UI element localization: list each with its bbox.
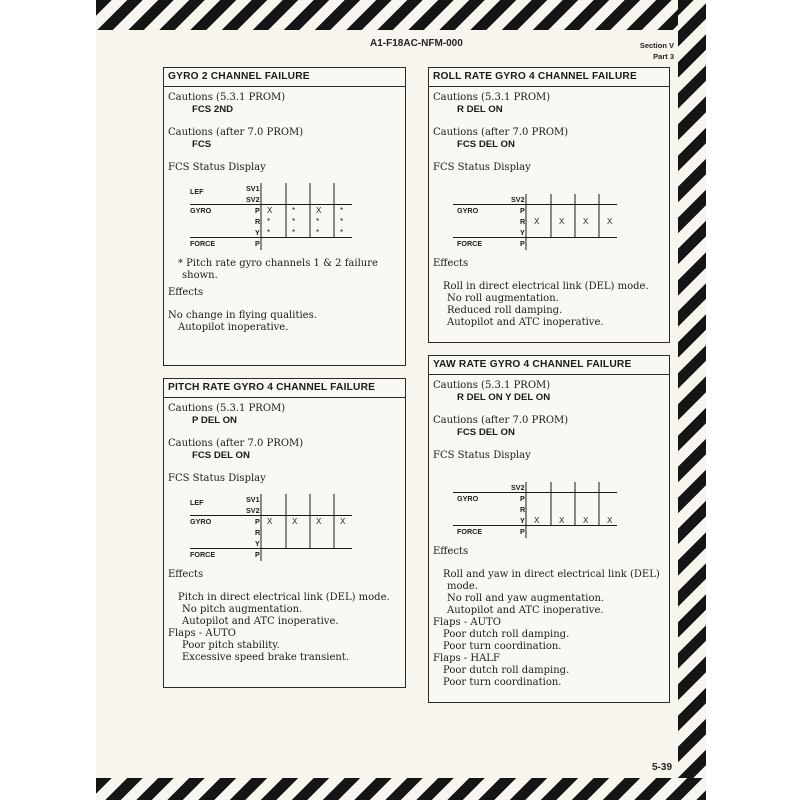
- roll-rate-gyro-4-channel-failure-box: [428, 67, 670, 343]
- grid-mark: X: [534, 217, 540, 226]
- grid-mark: X: [607, 217, 613, 226]
- cautions-531-code: R DEL ON Y DEL ON: [457, 392, 551, 403]
- fcs-status-label: FCS Status Display: [433, 450, 531, 461]
- grid-mark: X: [607, 516, 613, 525]
- box-title: YAW RATE GYRO 4 CHANNEL FAILURE: [429, 356, 669, 375]
- part-name: Part 3: [653, 52, 674, 61]
- effects-line: Autopilot and ATC inoperative.: [447, 317, 604, 328]
- row-label-force-p: P: [520, 527, 525, 536]
- grid-mark: X: [583, 217, 589, 226]
- grid-mark: X: [316, 206, 322, 215]
- page-margin-right: [706, 0, 800, 800]
- cautions-70-label: Cautions (after 7.0 PROM): [433, 415, 569, 426]
- cautions-531-label: Cautions (5.3.1 PROM): [433, 92, 551, 103]
- yaw-rate-gyro-4-channel-failure-box: [428, 355, 670, 703]
- flaps-line: Poor pitch stability.: [182, 640, 280, 651]
- row-label-y: Y: [520, 228, 525, 237]
- grid-mark: X: [583, 516, 589, 525]
- grid-mark: *: [267, 228, 271, 237]
- page-margin-left: [0, 0, 96, 800]
- page-number: 5-39: [651, 762, 672, 773]
- hazard-stripe-top: [96, 0, 706, 30]
- flaps-auto-label: Flaps - AUTO: [433, 617, 501, 628]
- flaps-line: Excessive speed brake transient.: [182, 652, 350, 663]
- row-label-y: Y: [255, 539, 260, 548]
- effects-line: Pitch in direct electrical link (DEL) mode.: [178, 592, 390, 603]
- effects-label: Effects: [433, 546, 469, 557]
- effects-line: mode.: [447, 581, 479, 592]
- grid-mark: X: [534, 516, 540, 525]
- box-title: ROLL RATE GYRO 4 CHANNEL FAILURE: [429, 68, 669, 87]
- row-label-p: P: [520, 494, 525, 503]
- effects-line: Roll and yaw in direct electrical link (DEL): [443, 569, 660, 580]
- row-label-force: FORCE: [190, 550, 216, 559]
- row-label-p: P: [255, 206, 260, 215]
- effects-line: Autopilot and ATC inoperative.: [182, 616, 339, 627]
- fcs-status-label: FCS Status Display: [168, 162, 266, 173]
- row-label-y: Y: [255, 228, 260, 237]
- row-label-sv2: SV2: [511, 483, 525, 492]
- fcs-status-grid: [445, 180, 645, 254]
- grid-mark: *: [316, 217, 320, 226]
- grid-mark: *: [340, 228, 344, 237]
- cautions-531-code: FCS 2ND: [192, 104, 234, 115]
- row-label-gyro: GYRO: [457, 206, 479, 215]
- fcs-status-grid: [180, 180, 380, 254]
- row-label-lef: LEF: [190, 187, 204, 196]
- grid-mark: X: [559, 516, 565, 525]
- row-label-r: R: [255, 217, 261, 226]
- fcs-status-grid: [445, 468, 645, 542]
- grid-mark: *: [340, 206, 344, 215]
- row-label-force-p: P: [255, 239, 260, 248]
- flaps-half-line: Poor turn coordination.: [443, 677, 562, 688]
- row-label-force-p: P: [520, 239, 525, 248]
- gyro-2-channel-failure-box: [163, 67, 406, 366]
- row-label-force-p: P: [255, 550, 260, 559]
- cautions-531-label: Cautions (5.3.1 PROM): [168, 92, 286, 103]
- cautions-70-code: FCS DEL ON: [192, 450, 250, 461]
- grid-mark: X: [292, 517, 298, 526]
- effects-line: Roll in direct electrical link (DEL) mode.: [443, 281, 649, 292]
- pitch-rate-gyro-4-channel-failure-box: [163, 378, 406, 688]
- row-label-sv2: SV2: [511, 195, 525, 204]
- flaps-half-line: Poor dutch roll damping.: [443, 665, 570, 676]
- effects-line: Reduced roll damping.: [447, 305, 563, 316]
- flaps-auto-line: Poor turn coordination.: [443, 641, 562, 652]
- cautions-531-label: Cautions (5.3.1 PROM): [168, 403, 286, 414]
- row-label-y: Y: [520, 516, 525, 525]
- grid-mark: X: [267, 517, 273, 526]
- effects-label: Effects: [433, 258, 469, 269]
- cautions-70-label: Cautions (after 7.0 PROM): [168, 127, 304, 138]
- effects-line: No roll and yaw augmentation.: [447, 593, 605, 604]
- grid-mark: X: [316, 517, 322, 526]
- fcs-status-label: FCS Status Display: [168, 473, 266, 484]
- box-title: PITCH RATE GYRO 4 CHANNEL FAILURE: [164, 379, 405, 398]
- section-label: [620, 40, 674, 62]
- cautions-70-label: Cautions (after 7.0 PROM): [168, 438, 304, 449]
- effects-line: Autopilot inoperative.: [178, 322, 289, 333]
- row-label-force: FORCE: [457, 527, 483, 536]
- grid-mark: *: [292, 217, 296, 226]
- row-label-r: R: [520, 505, 526, 514]
- section-name: Section V: [639, 41, 674, 50]
- grid-mark: *: [292, 206, 296, 215]
- footnote-line: * Pitch rate gyro channels 1 & 2 failure: [178, 258, 378, 269]
- box-title: GYRO 2 CHANNEL FAILURE: [164, 68, 405, 87]
- row-label-sv1: SV1: [246, 184, 260, 193]
- grid-mark: *: [267, 217, 271, 226]
- grid-mark: X: [559, 217, 565, 226]
- row-label-sv2: SV2: [246, 195, 260, 204]
- effects-line: No change in flying qualities.: [168, 310, 317, 321]
- row-label-r: R: [520, 217, 526, 226]
- hazard-stripe-bottom: [96, 778, 706, 800]
- row-label-gyro: GYRO: [190, 206, 212, 215]
- fcs-status-label: FCS Status Display: [433, 162, 531, 173]
- cautions-531-code: R DEL ON: [457, 104, 503, 115]
- cautions-70-label: Cautions (after 7.0 PROM): [433, 127, 569, 138]
- row-label-sv1: SV1: [246, 495, 260, 504]
- row-label-p: P: [255, 517, 260, 526]
- effects-line: No pitch augmentation.: [182, 604, 303, 615]
- effects-line: No roll augmentation.: [447, 293, 559, 304]
- flaps-half-label: Flaps - HALF: [433, 653, 500, 664]
- flaps-label: Flaps - AUTO: [168, 628, 236, 639]
- cautions-531-label: Cautions (5.3.1 PROM): [433, 380, 551, 391]
- cautions-70-code: FCS: [192, 139, 212, 150]
- row-label-force: FORCE: [457, 239, 483, 248]
- grid-mark: X: [340, 517, 346, 526]
- fcs-status-grid: [180, 491, 380, 565]
- grid-mark: *: [340, 217, 344, 226]
- effects-label: Effects: [168, 569, 204, 580]
- hazard-stripe-right: [678, 0, 706, 800]
- cautions-70-code: FCS DEL ON: [457, 139, 515, 150]
- grid-mark: X: [267, 206, 273, 215]
- row-label-force: FORCE: [190, 239, 216, 248]
- effects-label: Effects: [168, 287, 204, 298]
- row-label-p: P: [520, 206, 525, 215]
- row-label-lef: LEF: [190, 498, 204, 507]
- row-label-sv2: SV2: [246, 506, 260, 515]
- effects-line: Autopilot and ATC inoperative.: [447, 605, 604, 616]
- row-label-r: R: [255, 528, 261, 537]
- document-id: A1-F18AC-NFM-000: [370, 38, 463, 49]
- grid-mark: *: [316, 228, 320, 237]
- footnote-line: shown.: [182, 270, 218, 281]
- grid-mark: *: [292, 228, 296, 237]
- cautions-70-code: FCS DEL ON: [457, 427, 515, 438]
- row-label-gyro: GYRO: [457, 494, 479, 503]
- cautions-531-code: P DEL ON: [192, 415, 237, 426]
- row-label-gyro: GYRO: [190, 517, 212, 526]
- flaps-auto-line: Poor dutch roll damping.: [443, 629, 570, 640]
